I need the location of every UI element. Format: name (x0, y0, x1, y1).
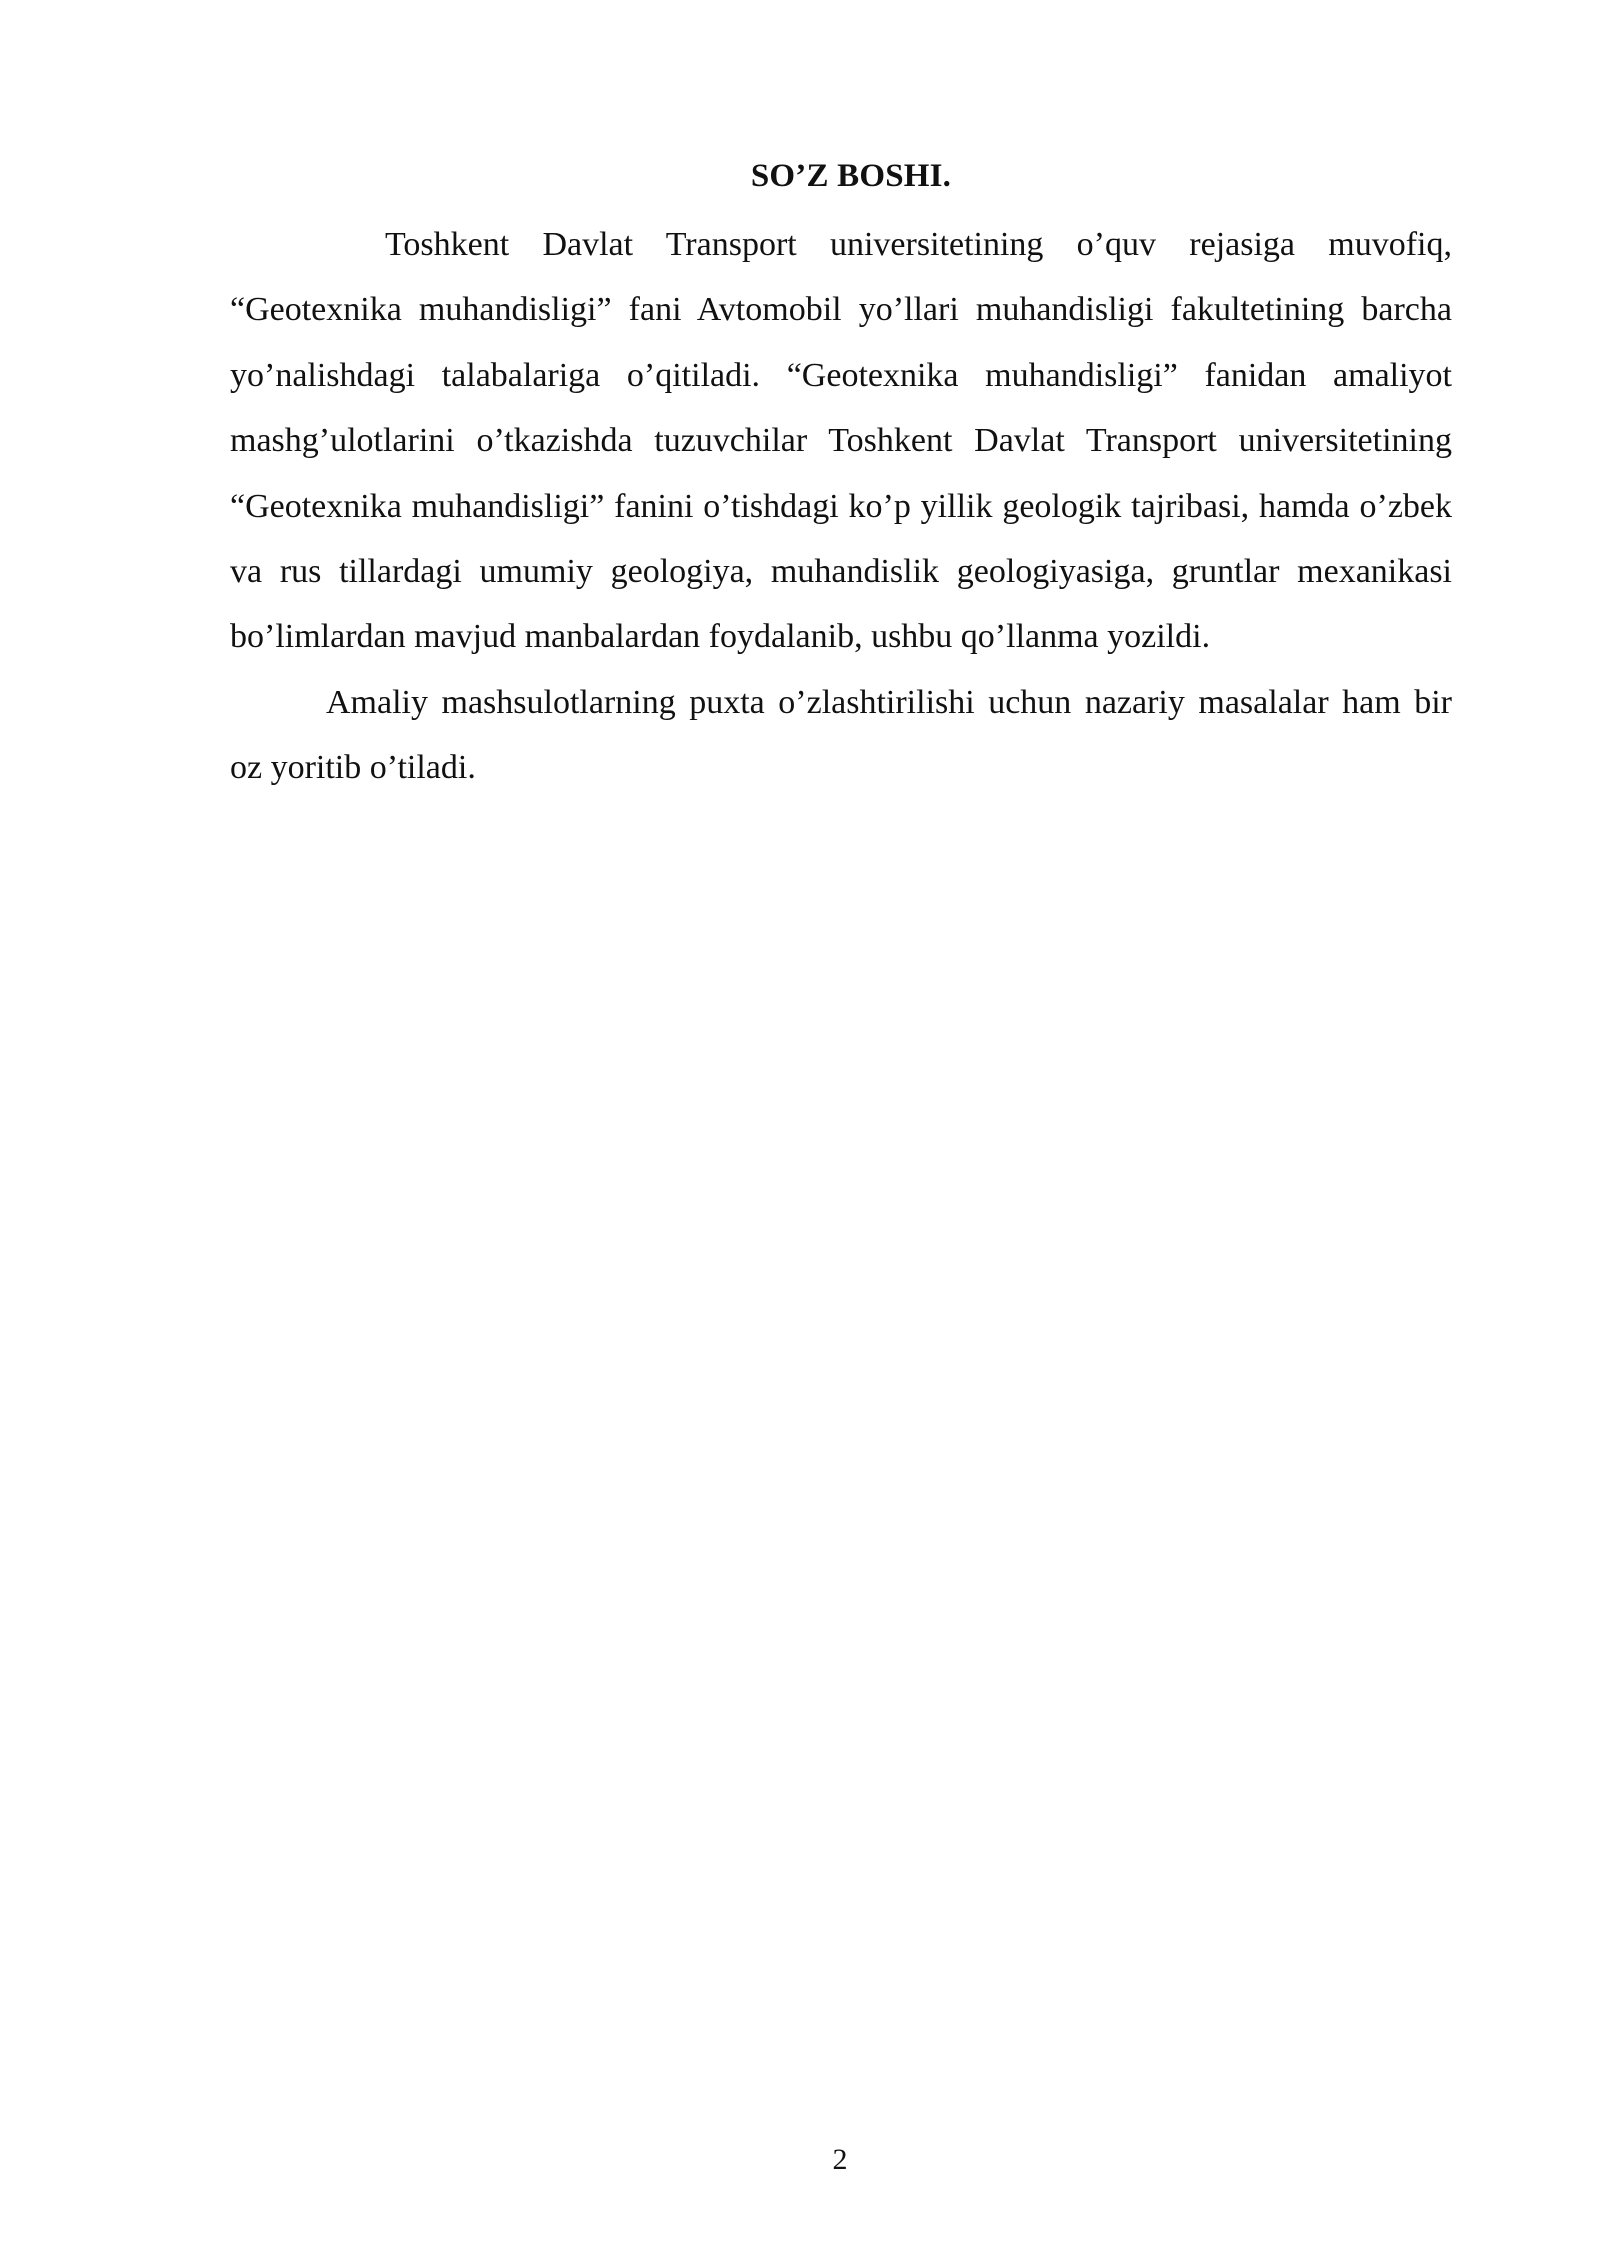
page-number: 2 (832, 2143, 848, 2176)
page-content (230, 150, 1452, 801)
section-title: SO’Z BOSHI. (750, 158, 952, 194)
paragraph-intro: Toshkent Davlat Transport universitetining o’quv rejasiga muvofiq, “Geotexnika muhandisligi” fani Avtomobil yo’llari muhandisligi fakultetining barcha yo’nalishdagi talabalariga o’qitiladi. “Geotexnika muhandisligi” fanidan amaliyot mashg’ulotlarini o’tkazishda tuzuvchilar Toshkent Davlat Transport universitetining “Geotexnika muhandisligi” fanini o’tishdagi ko’p yillik geologik tajribasi, hamda o’zbek va rus tillardagi umumiy geologiya, muhandislik geologiyasiga, gruntlar mexanikasi bo’limlardan mavjud manbalardan foydalanib, ushbu qo’llanma yozildi. (230, 226, 1452, 656)
paragraph-practical: Amaliy mashsulotlarning puxta o’zlashtirilishi uchun nazariy masalalar ham bir oz yoritib o’tiladi. (230, 683, 1452, 787)
